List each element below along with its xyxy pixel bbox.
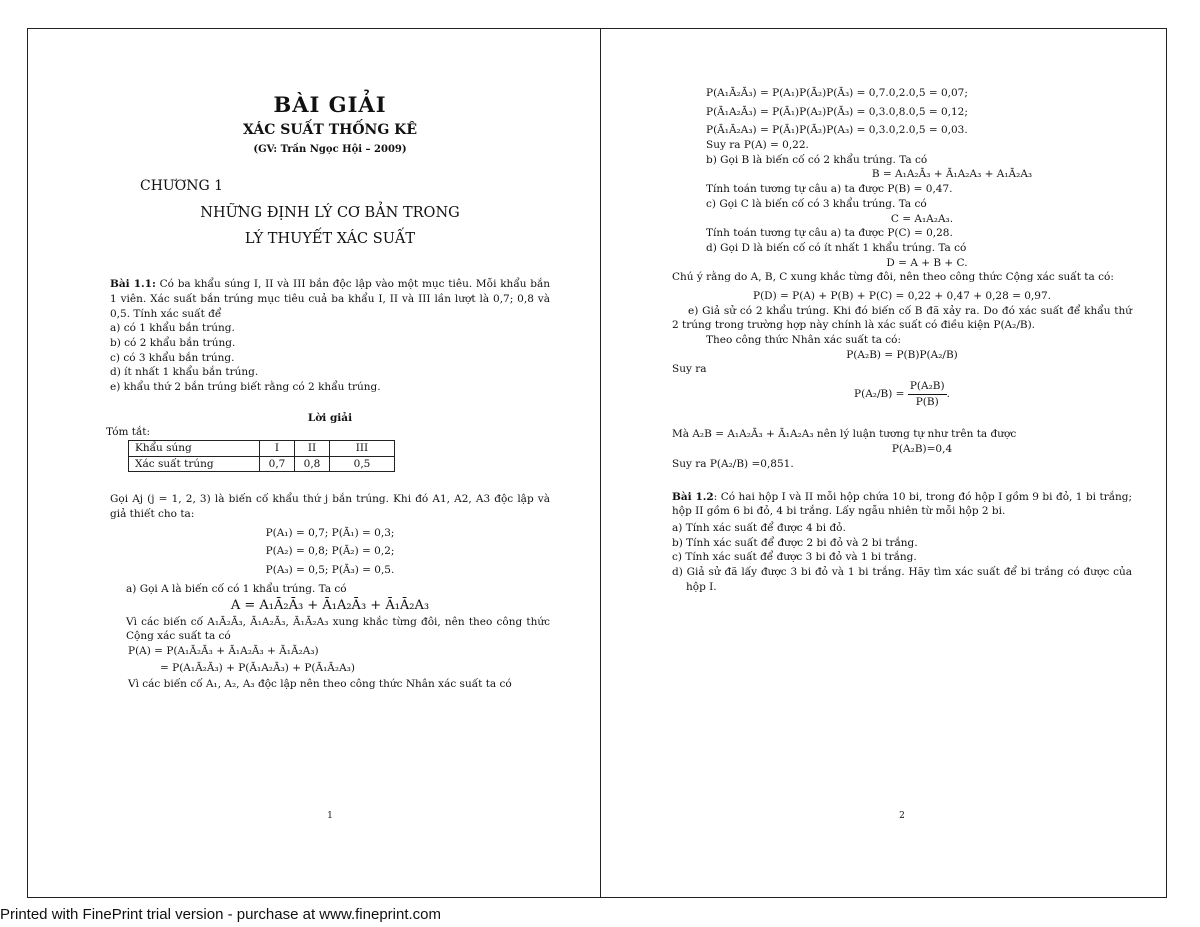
formula-a: A = A₁Ā₂Ā₃ + Ā₁A₂Ā₃ + Ā₁Ā₂A₃ <box>230 597 430 613</box>
table-cell: III <box>330 441 395 457</box>
fraction-equation <box>672 379 1132 409</box>
result-line: Suy ra P(A) = 0,22. <box>706 139 809 152</box>
problem-2-text: : Có hai hộp I và II mỗi hộp chứa 10 bi, trong đó hộp I gồm 9 bi đỏ, 1 bi trắng; hộp II gồm 6 bi đỏ, 4 bi trắng. Lấy ngẫu nhiên từ mỗi hộp 2 bi. <box>672 490 1132 518</box>
table-cell: 0,8 <box>295 456 330 472</box>
chapter-title-line-1: NHỮNG ĐỊNH LÝ CƠ BẢN TRONG <box>200 204 460 221</box>
problem-1-item: a) có 1 khẩu bắn trúng. <box>110 322 235 335</box>
problem-2-item: c) Tính xác suất để được 3 bi đỏ và 1 bi trắng. <box>672 551 917 564</box>
page-divider <box>600 28 601 898</box>
part-e-paragraph: e) Giả sử có 2 khẩu trúng. Khi đó biến cố B đã xảy ra. Do đó xác suất để khẩu thứ 2 trúng trong trường hợp này chính là xác suất có điều kiện P(A₂/B). <box>672 304 1132 332</box>
problem-2-statement <box>672 490 1132 519</box>
chapter-title-line-2: LÝ THUYẾT XÁC SUẤT <box>244 230 416 247</box>
part-b-text: b) Gọi B là biến cố có 2 khẩu trúng. Ta có <box>706 153 928 166</box>
problem-1-item: c) có 3 khẩu bắn trúng. <box>110 351 235 364</box>
problem-2-label: Bài 1.2 <box>672 490 714 503</box>
doc-title: BÀI GIẢI <box>273 92 387 117</box>
part-c-text: c) Gọi C là biến cố có 3 khẩu trúng. Ta có <box>706 197 927 210</box>
table-cell: I <box>260 441 295 457</box>
result-line: Tính toán tương tự câu a) ta được P(B) = 0,47. <box>706 183 953 196</box>
table-cell: 0,7 <box>260 456 295 472</box>
fraction-denominator: P(B) <box>915 395 939 408</box>
table-row <box>129 456 395 472</box>
solution-heading: Lời giải <box>307 411 353 424</box>
therefore-text: Suy ra <box>672 363 707 376</box>
a2b-result: P(A₂B)=0,4 <box>891 443 953 456</box>
result-line: Tính toán tương tự câu a) ta được P(C) = 0,28. <box>706 227 953 240</box>
pa-line-1: P(A) = P(A₁Ā₂Ā₃ + Ā₁A₂Ā₃ + Ā₁Ā₂A₃) <box>128 645 319 658</box>
fraction-lhs: P(A₂/B) = <box>854 388 905 401</box>
problem-1-label: Bài 1.1: <box>110 278 156 291</box>
table-cell: II <box>295 441 330 457</box>
final-result: Suy ra P(A₂/B) =0,851. <box>672 457 794 470</box>
table-row <box>129 441 395 457</box>
formula-d: D = A + B + C. <box>886 256 968 269</box>
independence-paragraph: Vì các biến cố A₁, A₂, A₃ độc lập nên theo công thức Nhân xác suất ta có <box>128 678 512 691</box>
problem-1-statement <box>110 277 550 321</box>
calc-line: P(Ā₁Ā₂A₃) = P(Ā₁)P(Ā₂)P(A₃) = 0,3.0,2.0,5 = 0,03. <box>706 124 968 137</box>
calc-line: P(A₁Ā₂Ā₃) = P(A₁)P(Ā₂)P(Ā₃) = 0,7.0,2.0,5 = 0,07; <box>706 87 968 99</box>
fineprint-footer: Printed with FinePrint trial version - purchase at www.fineprint.com <box>0 906 442 923</box>
page-1 <box>106 28 550 898</box>
given-equation: P(A₁) = 0,7; P(Ā₁) = 0,3; <box>265 526 395 539</box>
given-equation: P(A₂) = 0,8; P(Ā₂) = 0,2; <box>265 545 395 558</box>
part-d-text: d) Gọi D là biến cố có ít nhất 1 khẩu trúng. Ta có <box>706 241 967 254</box>
doc-subtitle: XÁC SUẤT THỐNG KÊ <box>242 122 418 139</box>
page-2 <box>672 28 1132 898</box>
part-a-text: a) Gọi A là biến cố có 1 khẩu trúng. Ta có <box>126 582 347 595</box>
incompatible-paragraph: Vì các biến cố A₁Ā₂Ā₃, Ā₁A₂Ā₃, Ā₁Ā₂A₃ xung khắc từng đôi, nên theo công thức Cộng xác suất ta có <box>126 615 550 643</box>
fraction-numerator: P(A₂B) <box>908 379 947 395</box>
problem-2-item: b) Tính xác suất để được 2 bi đỏ và 2 bi trắng. <box>672 536 918 549</box>
chapter-label: CHƯƠNG 1 <box>140 177 223 194</box>
calc-line: P(Ā₁A₂Ā₃) = P(Ā₁)P(A₂)P(Ā₃) = 0,3.0,8.0,5 = 0,12; <box>706 105 968 118</box>
problem-2-item: a) Tính xác suất để được 4 bi đỏ. <box>672 521 846 534</box>
summary-table <box>128 440 395 472</box>
a2b-paragraph: Mà A₂B = A₁A₂Ā₃ + Ā₁A₂A₃ nên lý luận tương tự như trên ta được <box>672 428 1017 441</box>
table-cell: Khẩu súng <box>129 441 260 457</box>
multiply-rule-text: Theo công thức Nhân xác suất ta có: <box>706 334 902 346</box>
page-number-2: 2 <box>899 811 905 822</box>
doc-author: (GV: Trần Ngọc Hội – 2009) <box>253 143 407 155</box>
conditional-equation: P(A₂B) = P(B)P(A₂/B) <box>846 348 958 361</box>
note-paragraph: Chú ý rằng do A, B, C xung khắc từng đôi, nên theo công thức Cộng xác suất ta có: <box>672 271 1114 284</box>
fraction-dot: . <box>946 388 950 401</box>
problem-1-item: e) khẩu thứ 2 bắn trúng biết rằng có 2 khẩu trúng. <box>110 380 381 393</box>
intro-paragraph: Gọi Aj (j = 1, 2, 3) là biến cố khẩu thứ j bắn trúng. Khi đó A1, A2, A3 độc lập và giả thiết cho ta: <box>110 493 550 521</box>
formula-c: C = A₁A₂A₃. <box>890 212 954 225</box>
formula-b: B = A₁A₂Ā₃ + Ā₁A₂A₃ + A₁Ā₂A₃ <box>871 168 1033 181</box>
table-cell: 0,5 <box>330 456 395 472</box>
fraction <box>908 379 947 409</box>
given-equation: P(A₃) = 0,5; P(Ā₃) = 0,5. <box>265 564 395 577</box>
pd-equation: P(D) = P(A) + P(B) + P(C) = 0,22 + 0,47 + 0,28 = 0,97. <box>753 289 1051 302</box>
problem-2-item: d) Giả sử đã lấy được 3 bi đỏ và 1 bi trắng. Hãy tìm xác suất để bi trắng có được của hộp I. <box>672 565 1132 593</box>
problem-1-item: d) ít nhất 1 khẩu bắn trúng. <box>110 366 259 379</box>
summary-label: Tóm tắt: <box>106 426 151 439</box>
pa-line-2: = P(A₁Ā₂Ā₃) + P(Ā₁A₂Ā₃) + P(Ā₁Ā₂A₃) <box>160 661 355 674</box>
problem-1-item: b) có 2 khẩu bắn trúng. <box>110 336 236 349</box>
page-number-1: 1 <box>327 811 333 822</box>
problem-1-text: Có ba khẩu súng I, II và III bắn độc lập vào một mục tiêu. Mỗi khẩu bắn 1 viên. Xác suất bắn trúng mục tiêu cuả ba khẩu I, II và III lần lượt là 0,7; 0,8 và 0,5. Tính xác suất để <box>110 278 550 320</box>
table-cell: Xác suất trúng <box>129 456 260 472</box>
